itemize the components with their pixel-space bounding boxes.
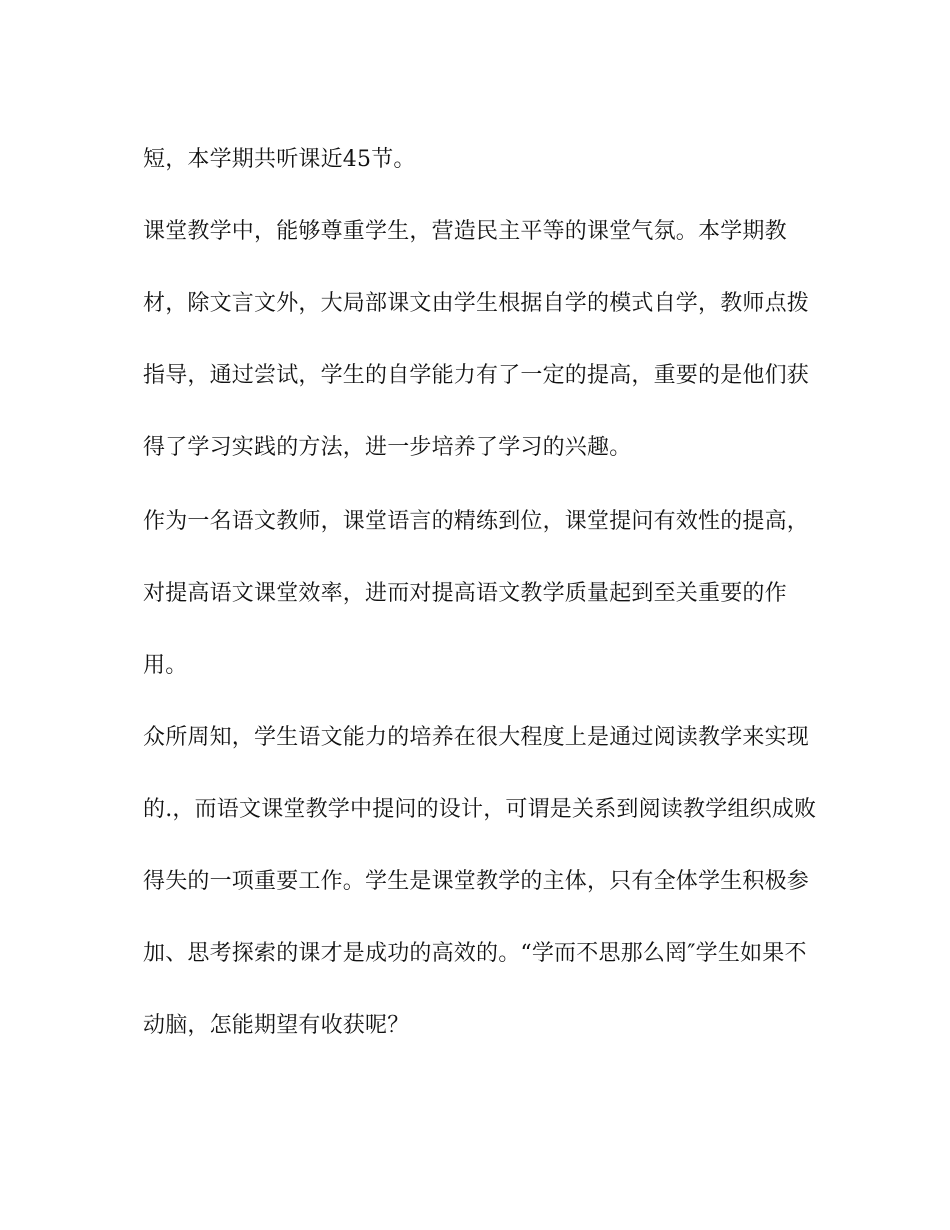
text-line: 作为一名语文教师，课堂语言的精练到位，课堂提问有效性的提高， bbox=[143, 509, 810, 534]
text-line: 材，除文言文外，大局部课文由学生根据自学的模式自学，教师点拨 bbox=[143, 291, 810, 316]
text-line: 用。 bbox=[143, 653, 188, 678]
text-line: 加、思考探索的课才是成功的高效的。“学而不思那么罔″学生如果不 bbox=[143, 941, 807, 966]
text-line: 指导，通过尝试，学生的自学能力有了一定的提高，重要的是他们获 bbox=[143, 363, 810, 388]
text-line: 对提高语文课堂效率，进而对提高语文教学质量起到至关重要的作 bbox=[143, 581, 787, 606]
text-line: 的.，而语文课堂教学中提问的设计，可谓是关系到阅读教学组织成败 bbox=[143, 797, 817, 822]
text-line: 短，本学期共听课近45节。 bbox=[143, 147, 416, 172]
text-line: 得失的一项重要工作。学生是课堂教学的主体，只有全体学生积极参 bbox=[143, 869, 810, 894]
text-line: 动脑，怎能期望有收获呢？ bbox=[143, 1013, 410, 1038]
text-line: 课堂教学中，能够尊重学生，营造民主平等的课堂气氛。本学期教 bbox=[143, 219, 787, 244]
text-line: 得了学习实践的方法，进一步培养了学习的兴趣。 bbox=[143, 435, 632, 460]
text-line: 众所周知，学生语文能力的培养在很大程度上是通过阅读教学来实现 bbox=[143, 725, 810, 750]
